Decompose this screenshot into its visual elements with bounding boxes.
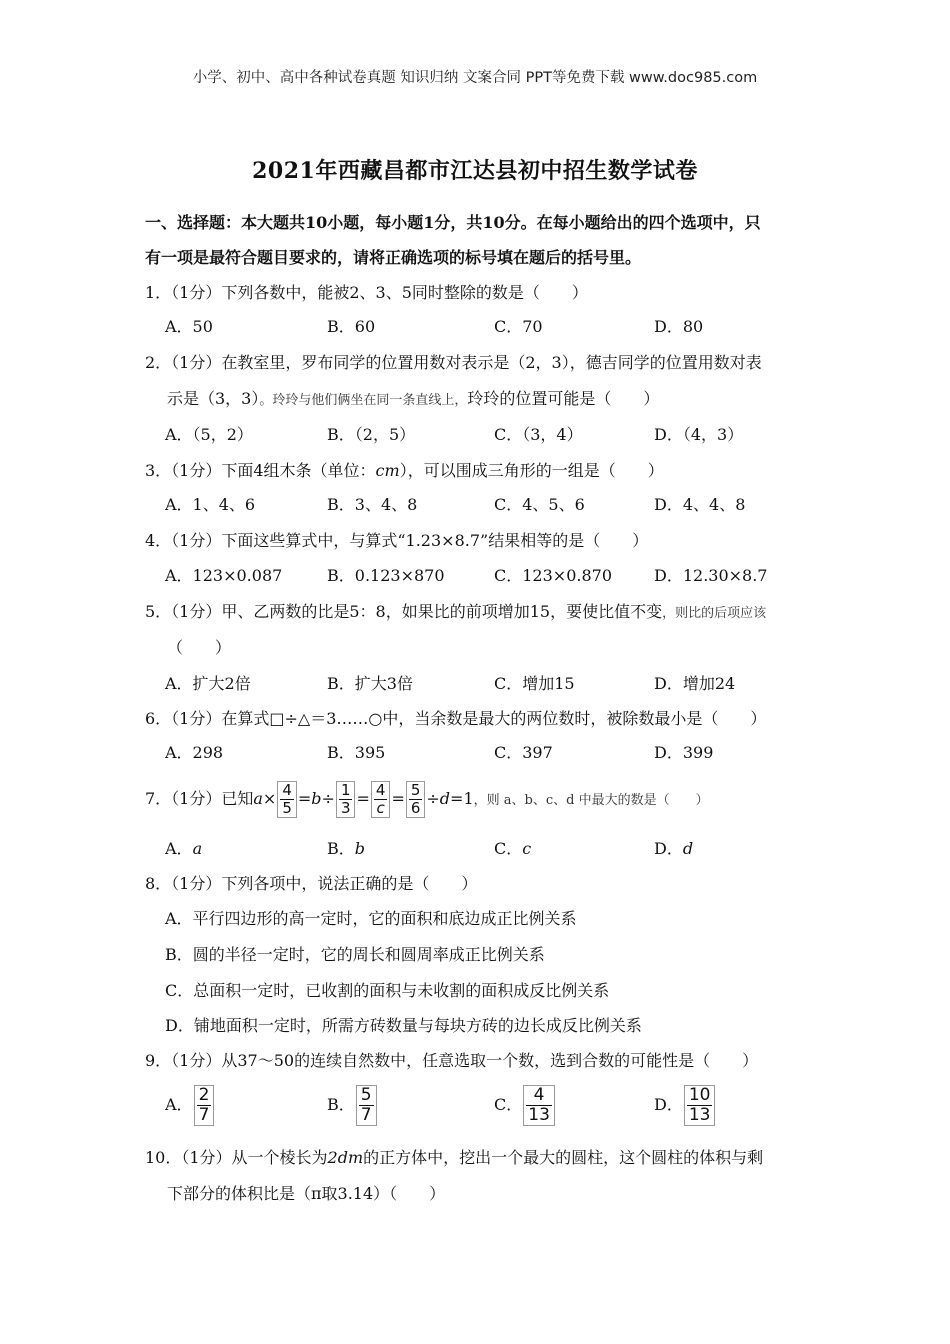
numerator: 5 xyxy=(410,781,421,799)
q9-option-c[interactable] xyxy=(494,1083,556,1127)
page-header: 小学、初中、高中各种试卷真题 知识归纳 文案合同 PPT等免费下载 www.doc985.com xyxy=(192,70,758,86)
option-label: C． xyxy=(494,1095,523,1114)
question-3 xyxy=(145,461,664,481)
option-label: C． xyxy=(494,839,523,858)
q7-option-d[interactable] xyxy=(654,839,693,859)
q4-option-d[interactable]: D．12.30×8.7 xyxy=(654,566,768,585)
denominator: 3 xyxy=(340,799,351,817)
q4-option-c[interactable]: C．123×0.870 xyxy=(494,566,612,585)
q7-op: = xyxy=(391,789,405,808)
q7-fraction xyxy=(277,781,297,818)
q7-var: b xyxy=(311,789,322,808)
q10-text-part: 的正方体中，挖出一个最大的圆柱，这个圆柱的体积与剩 xyxy=(363,1148,764,1167)
q3-option-c[interactable]: C．4、5、6 xyxy=(494,495,585,514)
q1-option-b[interactable]: B．60 xyxy=(327,317,376,336)
numerator: 2 xyxy=(198,1085,210,1105)
q7-op: = xyxy=(356,789,370,808)
q7-option-b[interactable] xyxy=(327,839,365,859)
q2-text-part: 示是（3，3） xyxy=(167,389,260,408)
q6-option-d[interactable]: D．399 xyxy=(654,743,714,762)
option-value: d xyxy=(682,839,694,858)
q7-op: =1 xyxy=(450,789,474,808)
q7-fraction xyxy=(336,781,356,818)
q5-option-c[interactable]: C．增加15 xyxy=(494,674,575,693)
q5-text-part: ，则比的后项应该 xyxy=(662,606,767,621)
question-7 xyxy=(145,776,709,824)
q7-op: ÷ xyxy=(426,789,440,808)
option-fraction xyxy=(194,1085,215,1126)
q2-option-c[interactable]: C．（3，4） xyxy=(494,425,583,444)
numerator: 4 xyxy=(282,781,292,799)
option-label: B． xyxy=(327,1095,355,1114)
option-label: D． xyxy=(654,1095,683,1114)
q3-option-a[interactable]: A．1、4、6 xyxy=(165,495,256,514)
numerator: 4 xyxy=(526,1086,552,1106)
q9-option-a[interactable] xyxy=(165,1083,215,1127)
question-2: 2．（1分）在教室里，罗布同学的位置用数对表示是（2，3），德吉同学的位置用数对表 xyxy=(145,353,762,372)
denominator: 13 xyxy=(528,1105,550,1125)
q7-op: ÷ xyxy=(321,789,335,808)
q6-option-a[interactable]: A．298 xyxy=(165,743,224,762)
q9-option-b[interactable] xyxy=(327,1083,378,1127)
q1-option-c[interactable]: C．70 xyxy=(494,317,543,336)
question-9: 9．（1分）从37～50的连续自然数中，任意选取一个数，选到合数的可能性是（ ） xyxy=(145,1051,759,1070)
numerator: 10 xyxy=(688,1085,711,1105)
q7-option-c[interactable] xyxy=(494,839,531,859)
q9-option-d[interactable] xyxy=(654,1083,716,1127)
question-10-line2: 下部分的体积比是（π取3.14）（ ） xyxy=(167,1184,446,1203)
option-label: D． xyxy=(654,839,683,858)
option-value: c xyxy=(522,839,532,858)
q2-text-part: 。玲玲与他们俩坐在同一条直线上， xyxy=(259,393,468,408)
q5-option-a[interactable]: A．扩大2倍 xyxy=(165,674,251,693)
q3-option-b[interactable]: B．3、4、8 xyxy=(327,495,418,514)
q1-option-a[interactable]: A．50 xyxy=(165,317,213,336)
q2-option-d[interactable]: D．（4，3） xyxy=(654,425,744,444)
option-fraction xyxy=(684,1085,716,1126)
q3-text-part: ），可以围成三角形的一组是（ ） xyxy=(399,461,664,480)
denominator: 13 xyxy=(688,1105,711,1125)
q3-text-part: 3．（1分）下面4组木条（单位： xyxy=(145,461,376,480)
option-label: B． xyxy=(327,839,355,858)
q7-var: d xyxy=(439,789,451,808)
numerator: 5 xyxy=(360,1085,372,1105)
q5-option-b[interactable]: B．扩大3倍 xyxy=(327,674,413,693)
question-1: 1．（1分）下列各数中，能被2、3、5同时整除的数是（ ） xyxy=(145,283,588,302)
question-2-line2 xyxy=(167,389,659,411)
numerator: 1 xyxy=(340,781,351,799)
q10-text-part: 10．（1分）从一个棱长为 xyxy=(145,1148,328,1167)
option-label: A． xyxy=(165,839,193,858)
section-heading-line: 一、选择题：本大题共10小题，每小题1分，共10分。在每小题给出的四个选项中，只 xyxy=(145,213,761,232)
question-4: 4．（1分）下面这些算式中，与算式“1.23×8.7”结果相等的是（ ） xyxy=(145,531,649,550)
q2-option-a[interactable]: A．（5，2） xyxy=(165,425,253,444)
question-5 xyxy=(145,602,766,624)
page-title: 2021年西藏昌都市江达县初中招生数学试卷 xyxy=(252,158,698,184)
q5-text-part: 5．（1分）甲、乙两数的比是5：8，如果比的前项增加15，要使比值不变 xyxy=(145,602,663,621)
q7-fraction xyxy=(371,781,391,818)
q2-option-b[interactable]: B．（2，5） xyxy=(327,425,416,444)
q6-option-c[interactable]: C．397 xyxy=(494,743,553,762)
option-fraction xyxy=(523,1085,555,1126)
q7-option-a[interactable] xyxy=(165,839,202,859)
q4-option-b[interactable]: B．0.123×870 xyxy=(327,566,445,585)
denominator: 5 xyxy=(282,799,292,817)
q7-var: a xyxy=(253,789,263,808)
q8-option-d[interactable]: D．铺地面积一定时，所需方砖数量与每块方砖的边长成反比例关系 xyxy=(165,1016,642,1035)
q10-unit: dm xyxy=(337,1148,364,1167)
question-6: 6．（1分）在算式□÷△＝3……○中，当余数是最大的两位数时，被除数最小是（ ） xyxy=(145,709,767,728)
option-label: A． xyxy=(165,1095,193,1114)
q7-op: × xyxy=(262,789,277,808)
question-8: 8．（1分）下列各项中，说法正确的是（ ） xyxy=(145,874,478,893)
q5-option-d[interactable]: D．增加24 xyxy=(654,674,736,693)
q4-option-a[interactable]: A．123×0.087 xyxy=(165,566,283,585)
question-10 xyxy=(145,1148,763,1168)
option-fraction xyxy=(356,1085,377,1126)
q10-num: 2 xyxy=(327,1148,338,1167)
numerator: 4 xyxy=(375,781,386,799)
q1-option-d[interactable]: D．80 xyxy=(654,317,704,336)
option-value: b xyxy=(354,839,366,858)
q6-option-b[interactable]: B．395 xyxy=(327,743,386,762)
q8-option-b[interactable]: B．圆的半径一定时，它的周长和圆周率成正比例关系 xyxy=(165,945,545,964)
q7-text-part: 7．（1分）已知 xyxy=(145,789,254,808)
denominator: 7 xyxy=(360,1105,372,1125)
q8-option-a[interactable]: A．平行四边形的高一定时，它的面积和底边成正比例关系 xyxy=(165,909,577,928)
q8-option-c[interactable]: C．总面积一定时，已收割的面积与未收割的面积成反比例关系 xyxy=(165,981,610,1000)
q7-text-part: ，则 a、b、c、d 中最大的数是（ ） xyxy=(473,793,709,808)
denominator: c xyxy=(376,799,385,817)
q7-op: = xyxy=(297,789,312,808)
denominator: 6 xyxy=(410,799,421,817)
q7-fraction xyxy=(406,781,426,818)
question-5-line2: （ ） xyxy=(167,638,232,657)
section-heading-line: 有一项是最符合题目要求的，请将正确选项的标号填在题后的括号里。 xyxy=(145,248,642,267)
denominator: 7 xyxy=(198,1105,210,1125)
q3-option-d[interactable]: D．4、4、8 xyxy=(654,495,746,514)
q2-text-part: 玲玲的位置可能是（ ） xyxy=(467,389,660,408)
section-heading xyxy=(145,205,815,275)
q3-unit: cm xyxy=(375,461,400,480)
option-value: a xyxy=(192,839,203,858)
